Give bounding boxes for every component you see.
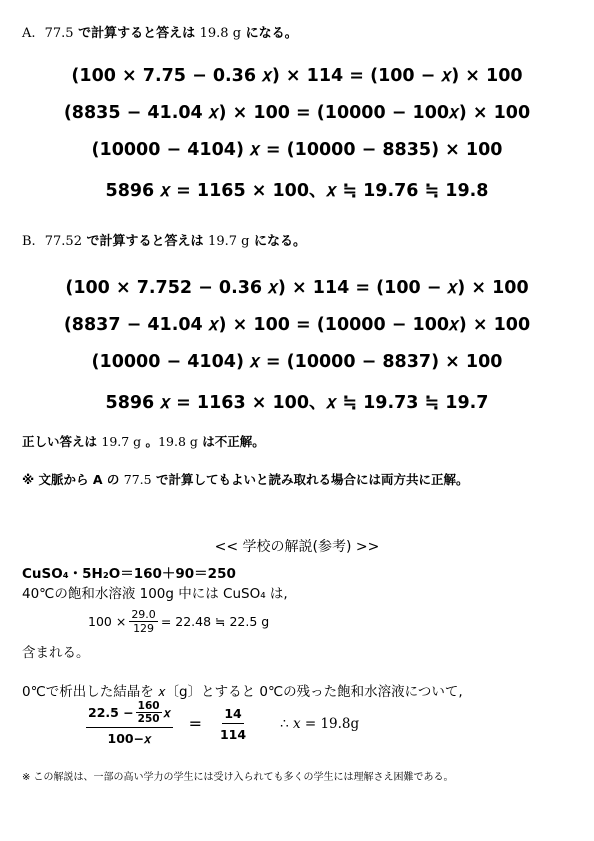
crystal-inner-numerator: 160 [137, 700, 160, 712]
section-b-label: B. [22, 234, 36, 249]
correct-value2: 19.8 g [158, 434, 198, 449]
calc-line [88, 608, 269, 635]
section-a-equation-4: 5896 𝑥 = 1165 × 100、𝑥 ≒ 19.76 ≒ 19.8 [105, 181, 489, 201]
formula-line: CuSO₄・5H₂O＝160＋90＝250 [22, 566, 236, 582]
calc-result: = 22.48 ≒ 22.5 g [160, 614, 270, 629]
calc-numerator: 29.0 [131, 608, 156, 621]
section-b-mid: で計算すると答えは [86, 234, 204, 249]
crystal-equation [86, 700, 359, 747]
footnote: ※ この解説は、一部の高い学力の学生には受け入られても多くの学生には理解さえ困難である。 [22, 772, 454, 783]
calc-prefix: 100 × [88, 614, 127, 629]
correct-value1: 19.7 g [101, 434, 142, 449]
section-b-equation-4: 5896 𝑥 = 1163 × 100、𝑥 ≒ 19.73 ≒ 19.7 [105, 393, 489, 413]
section-a-label: A. [22, 26, 36, 41]
section-b-equation-1: (100 × 7.752 − 0.36 𝑥) × 114 = (100 − 𝑥) × 100 [65, 278, 529, 298]
note-value: 77.5 [123, 472, 152, 487]
crystal-right-numerator: 14 [222, 706, 243, 724]
note-end: で計算してもよいと読み取れる場合には両方共に正解。 [155, 472, 469, 487]
section-b-value1: 77.52 [44, 234, 82, 249]
correct-answer-line [22, 432, 265, 450]
context-note [22, 470, 468, 488]
crystal-equals: = [188, 714, 202, 733]
crystal-left-denominator: 100−𝑥 [107, 731, 152, 746]
section-a-equation-2: (8835 − 41.04 𝑥) × 100 = (10000 − 100𝑥) × 100 [63, 103, 531, 123]
crystal-line: 0℃で析出した結晶を 𝑥〔g〕とすると 0℃の残った飽和水溶液について, [22, 684, 463, 700]
section-b-value2: 19.7 g [208, 234, 250, 249]
crystal-left-a: 22.5 − [88, 705, 134, 720]
crystal-right-denominator: 114 [219, 726, 247, 742]
calc-fraction [129, 608, 158, 635]
section-a-mid: で計算すると答えは [78, 26, 196, 41]
contained-line: 含まれる。 [22, 645, 90, 661]
correct-end: は不正解。 [202, 434, 265, 449]
section-a-value2: 19.8 g [199, 26, 242, 41]
section-b-header [22, 230, 306, 249]
school-explanation-title: << 学校の解説(参考) >> [214, 539, 380, 555]
section-a-equation-3: (10000 − 4104) 𝑥 = (10000 − 8835) × 100 [91, 140, 503, 160]
crystal-left-x: 𝑥 [163, 704, 171, 720]
crystal-left-numerator [86, 700, 173, 728]
solution-line: 40℃の飽和水溶液 100g 中には CuSO₄ は, [22, 586, 288, 602]
crystal-inner-denominator: 250 [137, 713, 160, 725]
crystal-right-fraction [218, 706, 248, 742]
calc-denominator: 129 [133, 622, 155, 635]
correct-prefix: 正しい答えは [22, 434, 98, 449]
note-prefix: ※ 文脈から A の [22, 472, 120, 487]
section-a-header [22, 22, 298, 41]
crystal-result: ∴ 𝑥 = 19.8g [280, 715, 360, 732]
section-a-value1: 77.5 [44, 26, 74, 41]
section-a-equation-1: (100 × 7.75 − 0.36 𝑥) × 114 = (100 − 𝑥) × 100 [71, 66, 523, 86]
section-b-equation-3: (10000 − 4104) 𝑥 = (10000 − 8837) × 100 [91, 352, 503, 372]
crystal-left-fraction [86, 700, 173, 747]
crystal-inner-fraction [136, 700, 162, 725]
section-b-equation-2: (8837 − 41.04 𝑥) × 100 = (10000 − 100𝑥) × 100 [63, 315, 531, 335]
section-a-end: になる。 [245, 26, 298, 41]
correct-mid: 。 [145, 434, 159, 449]
section-b-end: になる。 [253, 234, 306, 249]
